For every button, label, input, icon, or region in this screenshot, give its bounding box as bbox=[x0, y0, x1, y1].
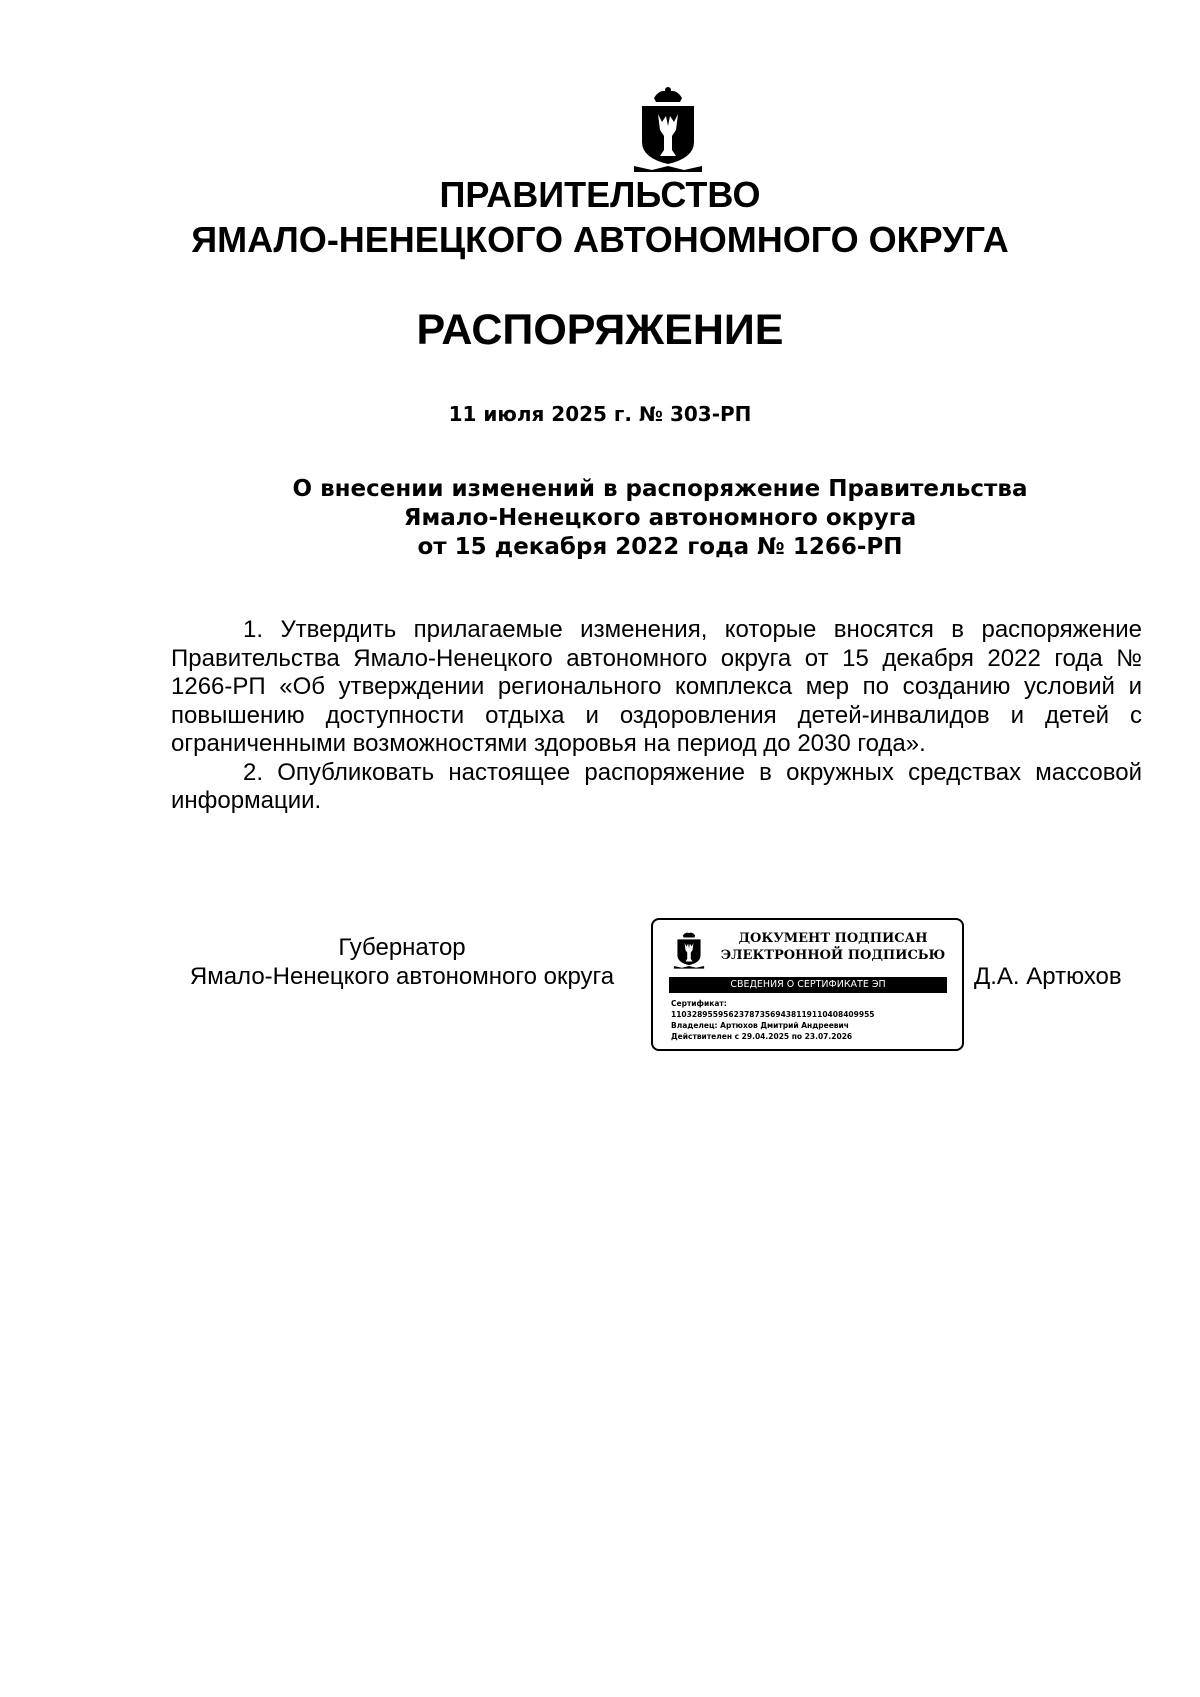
subject-line: от 15 декабря 2022 года № 1266-РП bbox=[417, 534, 903, 560]
document-type: РАСПОРЯЖЕНИЕ bbox=[416, 306, 784, 354]
certificate-owner: Владелец: Артюхов Дмитрий Андреевич bbox=[671, 1021, 849, 1030]
body-paragraph: 2. Опубликовать настоящее распоряжение в окружных средствах массовой информации. bbox=[171, 758, 1142, 814]
certificate-number: 110328955956237873569438119110408409955 bbox=[671, 1010, 875, 1019]
electronic-signature-stamp bbox=[651, 918, 964, 1051]
coat-of-arms-icon bbox=[632, 86, 704, 174]
stamp-certificate-details bbox=[671, 998, 956, 1042]
certificate-validity: Действителен с 29.04.2025 по 23.07.2026 bbox=[671, 1032, 853, 1041]
stamp-heading-line: ЭЛЕКТРОННОЙ ПОДПИСЬЮ bbox=[720, 948, 946, 963]
signatory-title-line: Ямало-Ненецкого автономного округа bbox=[189, 963, 615, 990]
signer-name: Д.А. Артюхов bbox=[974, 963, 1122, 990]
coat-of-arms-icon bbox=[673, 929, 705, 971]
organization-name-line1: ПРАВИТЕЛЬСТВО bbox=[439, 174, 761, 215]
stamp-heading bbox=[713, 930, 953, 964]
document-body bbox=[171, 616, 1142, 816]
body-paragraph: 1. Утвердить прилагаемые изменения, которые вносятся в распоряжение Правительства Ямало-Ненецкого автономного округа от 15 декабря 2022 года № 1266-РП «Об утверждении регионального комплекса мер по созданию условий и повышению доступности отдыха и оздоровления детей-инвалидов и детей с ограниченными возможностями здоровья на период до 2030 года». bbox=[171, 616, 1142, 757]
signatory-title-line: Губернатор bbox=[338, 934, 466, 961]
subject-line: О внесении изменений в распоряжение Правительства bbox=[292, 476, 1028, 502]
document-date-number: 11 июля 2025 г. № 303-РП bbox=[448, 402, 752, 426]
subject-line: Ямало-Ненецкого автономного округа bbox=[403, 505, 917, 531]
organization-name-line2: ЯМАЛО-НЕНЕЦКОГО АВТОНОМНОГО ОКРУГА bbox=[191, 219, 1009, 260]
stamp-certificate-bar: СВЕДЕНИЯ О СЕРТИФИКАТЕ ЭП bbox=[669, 977, 947, 993]
document-subject bbox=[0, 475, 1200, 562]
stamp-heading-line: ДОКУМЕНТ ПОДПИСАН bbox=[738, 931, 928, 946]
signatory-title bbox=[171, 933, 633, 991]
certificate-label: Сертификат: bbox=[671, 999, 727, 1008]
